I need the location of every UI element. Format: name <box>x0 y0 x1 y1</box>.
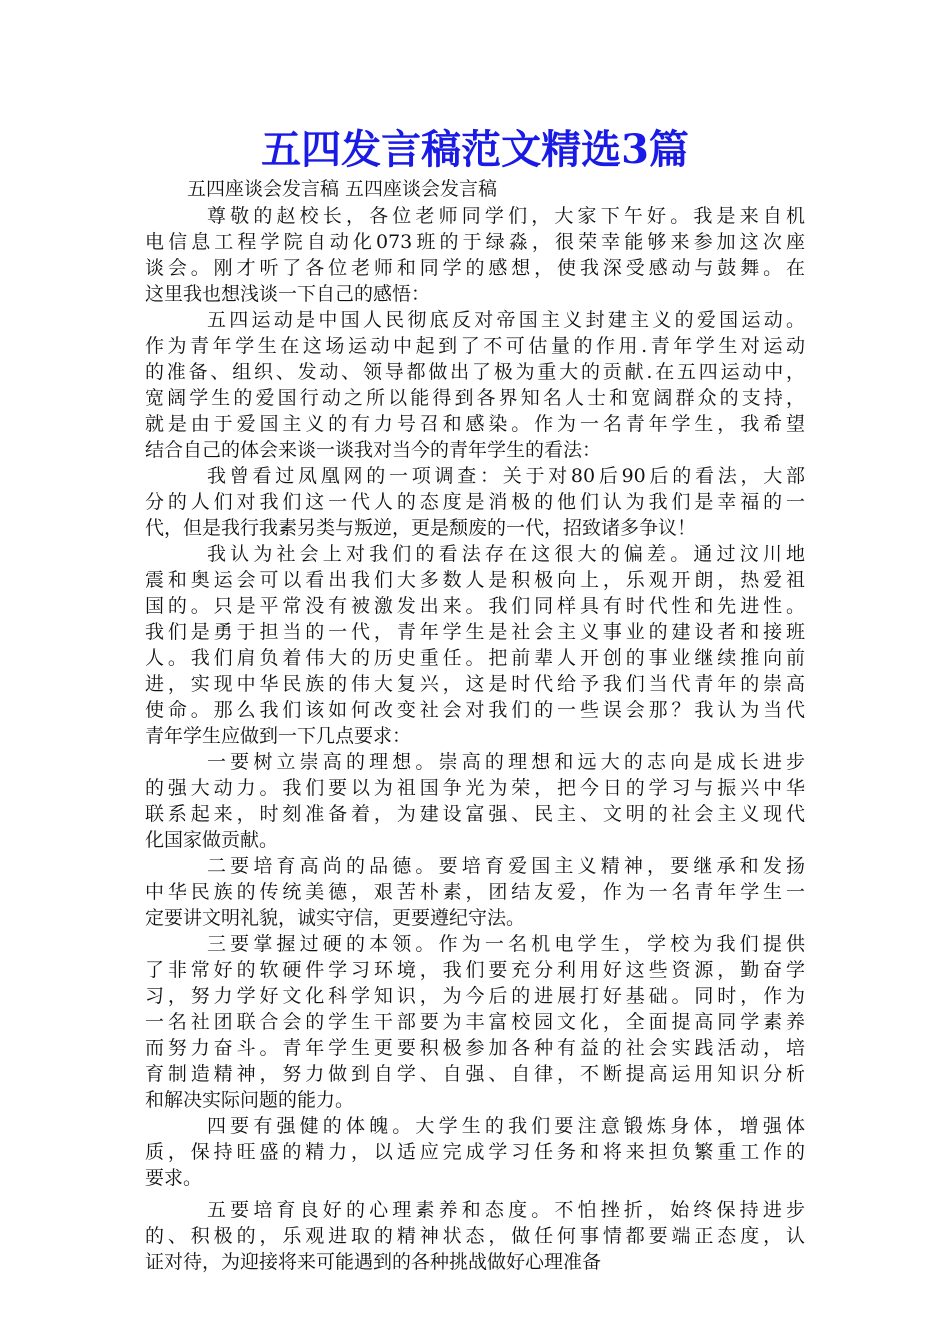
body-paragraph <box>145 203 805 307</box>
paragraph-line: 五要培育良好的心理素养和态度。不怕挫折，始终保持进步 <box>207 1199 805 1221</box>
paragraph-line: 联系起来，时刻准备着，为建设富强、民主、文明的社会主义现代 <box>145 803 805 825</box>
paragraph-line: 青年学生应做到一下几点要求： <box>145 725 412 747</box>
paragraph-line: 五四运动是中国人民彻底反对帝国主义封建主义的爱国运动。 <box>207 309 805 331</box>
paragraph-line: 我曾看过凤凰网的一项调查：关于对80后90后的看法，大部 <box>207 465 805 487</box>
paragraph-line: 国的。只是平常没有被激发出来。我们同样具有时代性和先进性。 <box>145 595 805 617</box>
paragraph-line: 使命。那么我们该如何改变社会对我们的一些误会那？我认为当代 <box>145 699 805 721</box>
body-paragraph <box>145 853 805 931</box>
paragraph-line: 进，实现中华民族的伟大复兴，这是时代给予我们当代青年的崇高 <box>145 673 805 695</box>
paragraph-line: 电信息工程学院自动化073班的于绿淼，很荣幸能够来参加这次座 <box>145 231 805 253</box>
body-paragraph <box>145 463 805 541</box>
paragraph-line: 三要掌握过硬的本领。作为一名机电学生，学校为我们提供 <box>207 933 805 955</box>
document-subtitle: 五四座谈会发言稿 五四座谈会发言稿 <box>187 178 498 200</box>
document-body <box>145 203 805 1275</box>
document-title: 五四发言稿范文精选3篇 <box>261 126 689 173</box>
paragraph-line: 了非常好的软硬件学习环境，我们要充分利用好这些资源，勤奋学 <box>145 959 805 981</box>
paragraph-line: 习，努力学好文化科学知识，为今后的进展打好基础。同时，作为 <box>145 985 805 1007</box>
paragraph-line: 证对待，为迎接将来可能遇到的各种挑战做好心理准备 <box>145 1251 602 1273</box>
body-paragraph <box>145 931 805 1113</box>
paragraph-line: 人。我们肩负着伟大的历史重任。把前辈人开创的事业继续推向前 <box>145 647 805 669</box>
paragraph-line: 分的人们对我们这一代人的态度是消极的他们认为我们是幸福的一 <box>145 491 805 513</box>
paragraph-line: 宽阔学生的爱国行动之所以能得到各界知名人士和宽阔群众的支持， <box>145 387 805 409</box>
paragraph-line: 四要有强健的体魄。大学生的我们要注意锻炼身体，增强体 <box>207 1115 805 1137</box>
paragraph-line: 一名社团联合会的学生干部要为丰富校园文化，全面提高同学素养 <box>145 1011 805 1033</box>
paragraph-line: 的、积极的，乐观进取的精神状态，做任何事情都要端正态度，认 <box>145 1225 805 1247</box>
paragraph-line: 中华民族的传统美德，艰苦朴素，团结友爱，作为一名青年学生一 <box>145 881 805 903</box>
paragraph-line: 一要树立崇高的理想。崇高的理想和远大的志向是成长进步 <box>207 751 805 773</box>
paragraph-line: 要求。 <box>145 1167 203 1189</box>
paragraph-line: 而努力奋斗。青年学生更要积极参加各种有益的社会实践活动，培 <box>145 1037 805 1059</box>
body-paragraph <box>145 541 805 749</box>
paragraph-line: 震和奥运会可以看出我们大多数人是积极向上，乐观开朗，热爱祖 <box>145 569 805 591</box>
body-paragraph <box>145 1113 805 1191</box>
paragraph-line: 育制造精神，努力做到自学、自强、自律，不断提高运用知识分析 <box>145 1063 805 1085</box>
paragraph-line: 结合自己的体会来谈一谈我对当今的青年学生的看法： <box>145 439 602 461</box>
body-paragraph <box>145 307 805 463</box>
paragraph-line: 我们是勇于担当的一代，青年学生是社会主义事业的建设者和接班 <box>145 621 805 643</box>
paragraph-line: 定要讲文明礼貌，诚实守信，更要遵纪守法。 <box>145 907 526 929</box>
paragraph-line: 谈会。刚才听了各位老师和同学的感想，使我深受感动与鼓舞。在 <box>145 257 805 279</box>
paragraph-line: 的准备、组织、发动、领导都做出了极为重大的贡献.在五四运动中， <box>145 361 805 383</box>
body-paragraph <box>145 749 805 853</box>
paragraph-line: 作为青年学生在这场运动中起到了不可估量的作用.青年学生对运动 <box>145 335 805 357</box>
paragraph-line: 尊敬的赵校长，各位老师同学们，大家下午好。我是来自机 <box>207 205 805 227</box>
paragraph-line: 二要培育高尚的品德。要培育爱国主义精神，要继承和发扬 <box>207 855 805 877</box>
paragraph-line: 代，但是我行我素另类与叛逆，更是颓废的一代，招致诸多争议！ <box>145 517 697 539</box>
paragraph-line: 化国家做贡献。 <box>145 829 279 851</box>
paragraph-line: 我认为社会上对我们的看法存在这很大的偏差。通过汶川地 <box>207 543 805 565</box>
body-paragraph <box>145 1197 805 1275</box>
paragraph-line: 和解决实际问题的能力。 <box>145 1089 355 1111</box>
paragraph-line: 的强大动力。我们要以为祖国争光为荣，把今日的学习与振兴中华 <box>145 777 805 799</box>
paragraph-line: 这里我也想浅谈一下自己的感悟： <box>145 283 431 305</box>
paragraph-line: 质，保持旺盛的精力，以适应完成学习任务和将来担负繁重工作的 <box>145 1141 805 1163</box>
paragraph-line: 就是由于爱国主义的有力号召和感染。作为一名青年学生，我希望 <box>145 413 805 435</box>
